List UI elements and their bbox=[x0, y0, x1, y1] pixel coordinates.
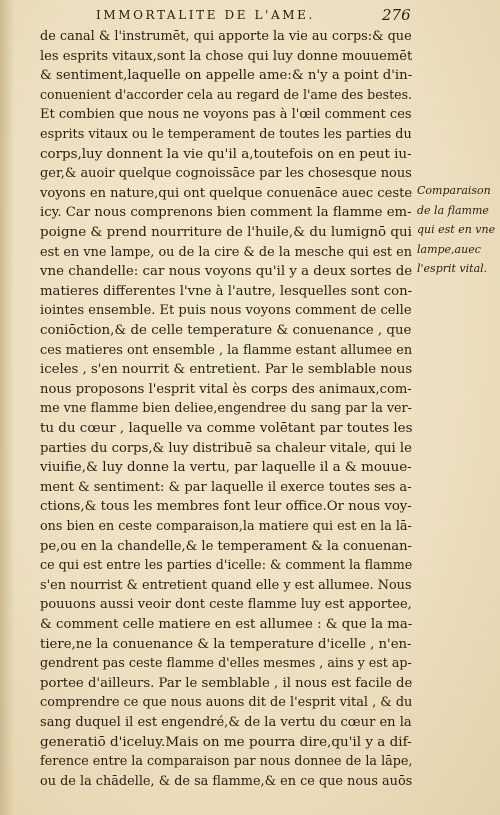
text-line: coniōction,& de celle temperature & conuenance , que bbox=[40, 322, 412, 337]
page-gutter-shadow bbox=[0, 0, 14, 815]
text-line: icy. Car nous comprenons bien comment la flamme em- bbox=[40, 204, 412, 220]
text-line: de canal & l'instrumēt, qui apporte la vie au corps:& que bbox=[40, 28, 412, 43]
marginal-note-line: de la flamme bbox=[417, 203, 489, 217]
text-line: matieres differentes l'vne à l'autre, lesquelles sont con- bbox=[40, 282, 413, 298]
text-line: corps,luy donnent la vie qu'il a,toutefois on en peut iu- bbox=[40, 145, 412, 161]
text-line: nous proposons l'esprit vital ès corps des animaux,com- bbox=[40, 380, 412, 396]
text-line: gendrent pas ceste flamme d'elles mesmes , ains y est ap- bbox=[40, 655, 412, 671]
text-line: parties du corps,& luy distribuē sa chaleur vitale, qui le bbox=[40, 439, 412, 455]
text-line: poigne & prend nourriture de l'huile,& du lumignō qui bbox=[40, 224, 412, 239]
running-head: IMMORTALITE DE L'AME. bbox=[96, 8, 315, 22]
text-line: esprits vitaux ou le temperament de toutes les parties du bbox=[40, 126, 412, 141]
marginal-note-line: Comparaison bbox=[417, 184, 491, 197]
text-line: est en vne lampe, ou de la cire & de la mesche qui est en bbox=[40, 243, 413, 259]
text-line: viuifie,& luy donne la vertu, par laquelle il a & mouue- bbox=[40, 459, 412, 475]
text-line: ou de la chādelle, & de sa flamme,& en ce que nous auōs bbox=[40, 772, 413, 788]
page-number: 276 bbox=[382, 6, 411, 24]
text-line: ment & sentiment: & par laquelle il exerce toutes ses a- bbox=[40, 478, 412, 494]
text-line: ctions,& tous les membres font leur office.Or nous voy- bbox=[40, 498, 412, 514]
text-line: pe,ou en la chandelle,& le temperament & la conuenan- bbox=[40, 537, 412, 553]
text-line: tu du cœur , laquelle va comme volētant par toutes les bbox=[40, 420, 413, 435]
text-line: ger,& auoir quelque cognoissāce par les chosesque nous bbox=[40, 165, 412, 181]
text-line: ference entre la comparaison par nous donnee de la lāpe, bbox=[40, 753, 413, 769]
text-line: s'en nourrist & entretient quand elle y est allumee. Nous bbox=[40, 576, 412, 592]
marginal-note-line: qui est en vne bbox=[417, 223, 496, 236]
text-line: portee d'ailleurs. Par le semblable , il nous est facile de bbox=[40, 674, 413, 690]
text-line: tiere,ne la conuenance & la temperature d'icelle , n'en- bbox=[40, 635, 412, 651]
text-line: & sentiment,laquelle on appelle ame:& n'y a point d'in- bbox=[40, 67, 413, 83]
text-line: comprendre ce que nous auons dit de l'esprit vital , & du bbox=[40, 694, 413, 710]
text-line: Et combien que nous ne voyons pas à l'œil comment ces bbox=[40, 106, 412, 122]
text-line: & comment celle matiere en est allumee : & que la ma- bbox=[40, 616, 413, 631]
text-line: iointes ensemble. Et puis nous voyons comment de celle bbox=[40, 302, 412, 318]
page-header bbox=[96, 6, 436, 26]
marginal-note-line: lampe,auec bbox=[417, 242, 481, 256]
text-line: ces matieres ont ensemble , la flamme estant allumee en bbox=[40, 341, 413, 357]
text-line: vne chandelle: car nous voyons qu'il y a deux sortes de bbox=[40, 263, 413, 279]
text-line: voyons en nature,qui ont quelque conuenāce auec ceste bbox=[40, 184, 413, 200]
text-line: sang duquel il est engendré,& de la vertu du cœur en la bbox=[40, 714, 412, 729]
marginal-note-line: l'esprit vital. bbox=[417, 262, 488, 275]
text-line: conuenient d'accorder cela au regard de l'ame des bestes. bbox=[40, 86, 413, 102]
text-line: les esprits vitaux,sont la chose qui luy donne mouuemēt bbox=[40, 47, 413, 63]
text-line: ons bien en ceste comparaison,la matiere qui est en la lā- bbox=[40, 518, 412, 533]
text-line: generatiō d'iceluy.Mais on me pourra dire,qu'il y a dif- bbox=[40, 733, 412, 749]
text-line: iceles , s'en nourrit & entretient. Par le semblable nous bbox=[40, 361, 413, 377]
text-line: pouuons aussi veoir dont ceste flamme luy est apportee, bbox=[40, 596, 412, 612]
text-line: me vne flamme bien deliee,engendree du sang par la ver- bbox=[40, 400, 412, 416]
text-line: ce qui est entre les parties d'icelle: & comment la flamme bbox=[40, 557, 413, 573]
